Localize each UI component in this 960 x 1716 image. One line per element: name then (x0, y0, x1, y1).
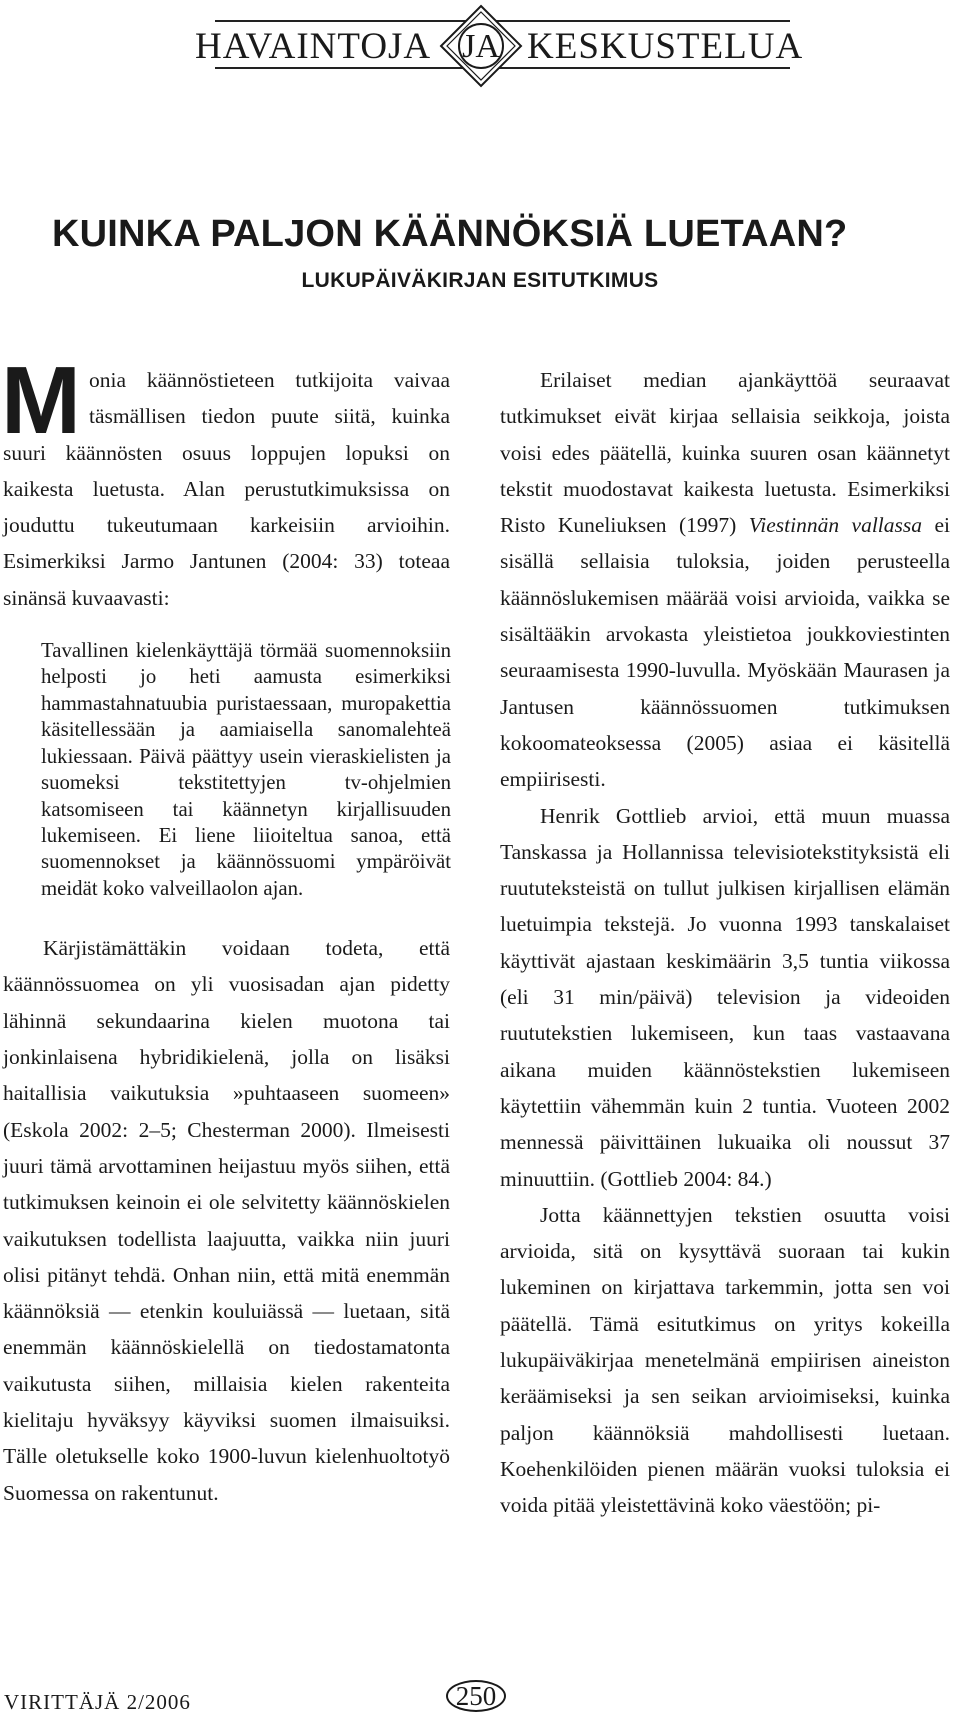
left-column (1, 347, 451, 1511)
right-p1-text-b: ei sisällä sellaisia tuloksia, joiden perusteella käännöslukemisen määrää voisi arvioida, vaikka se sisältääkin arvokasta yleistietoa joukkoviestinten seuraamisesta 1990-luvulla. Myöskään Maurasen ja Jantusen käännössuomen tutkimuksen kokoomateoksessa (2005) asiaa ei käsitellä empiirisesti. (500, 513, 950, 792)
drop-cap: M (1, 347, 81, 454)
article-title: KUINKA PALJON KÄÄNNÖKSIÄ LUETAAN? (52, 213, 848, 255)
right-paragraph-3: Jotta käännettyjen tekstien osuutta voisi arvioida, sitä on kysyttävä suoraan tai kukin lukeminen on kirjattava tarkemmin, jotta sen voi päätellä. Tämä esitutkimus on yritys kokeilla lukupäiväkirjaa menetelmänä empiirisen aineiston keräämiseksi ja sen seikan arvioimiseksi, kuinka paljon käännöksiä mahdollisesti luetaan. Koehenkilöiden pienen määrän vuoksi tuloksia ei voida pitää yleistettävinä koko väestöön; pi- (500, 1202, 950, 1518)
article-subtitle: LUKUPÄIVÄKIRJAN ESITUTKIMUS (301, 269, 659, 292)
right-column (500, 362, 950, 1524)
header-right-word: KESKUSTELUA (527, 26, 804, 67)
header-center-word: JA (462, 28, 500, 65)
journal-section-header (0, 0, 960, 110)
book-title-italic: Viestinnän vallassa (748, 513, 923, 538)
intro-paragraph (1, 347, 450, 616)
right-p1-text-a: Erilaiset median ajankäyttöä seuraavat tutkimukset eivät kirjaa sellaisia seikkoja, joista voisi edes päätellä, kuinka suuren osan käännetyt tekstit muodostavat kaikesta luetusta. Esimerkiksi Risto Kuneliuksen (1997) (500, 368, 950, 538)
intro-text: onia käännöstieteen tutkijoita vaivaa täsmällisen tiedon puute siitä, kuinka suuri käännösten osuus loppujen lopuksi on kaikesta luetusta. Alan perustutkimuksissa on jouduttu tukeutumaan karkeisiin arvioihin. Esimerkiksi Jarmo Jantunen (2004: 33) toteaa sinänsä kuvaavasti: (3, 368, 450, 610)
block-quote: Tavallinen kielenkäyttäjä törmää suomennoksiin helposti jo heti aamusta esimerkiksi hammastahnatuubia puristaessaan, muropakettia käsitellessään ja aamiaisella sanomalehteä lukiessaan. Päivä päättyy usein vieraskielisten ja suomeksi tekstitettyjen tv-ohjelmien katsomiseen tai käännetyn kirjallisuuden lukemiseen. Ei liene liioiteltua sanoa, että suomennokset ja käännössuomi ympäröivät meidät koko valveillaolon ajan. (41, 639, 451, 900)
right-paragraph-2: Henrik Gottlieb arvioi, että muun muassa Tanskassa ja Hollannissa televisiotekstityksistä eli ruututeksteistä on tullut julkisen kirjallisen elämän luetuimpia tekstejä. Jo vuonna 1993 tanskalaiset käyttivät ajastaan keskimäärin 3,5 tuntia viikossa (eli 31 min/päivä) television ja videoiden ruututekstien lukemiseen, kun taas vastaavana aikana muiden käännöstekstien lukemiseen käytettiin vähemmän kuin 2 tuntia. Vuoteen 2002 mennessä päivittäinen lukuaika oli noussut 37 minuuttiin. (Gottlieb 2004: 84.) (500, 803, 950, 1191)
right-paragraph-1 (500, 362, 950, 798)
journal-issue-label: VIRITTÄJÄ 2/2006 (4, 1690, 191, 1714)
left-paragraph-2: Kärjistämättäkin voidaan todeta, että käännössuomea on yli vuosisadan ajan pidetty lähinnä sekundaarina kielen muotona tai jonkinlaisena hybridikielenä, jolla on lisäksi haitallisia vaikutuksia »puhtaaseen suomeen» (Eskola 2002: 2–5; Chesterman 2000). Ilmeisesti juuri tämä arvottaminen heijastuu myös siihen, että tutkimuksen keinoin ei ole selvitetty käännöskielen vaikutuksen todellista laajuutta, vaikka niin juuri olisi pitänyt tehdä. Onhan niin, että mitä enemmän käännöksiä — etenkin kouluiässä — luetaan, sitä enemmän käännöskielellä on tiedostamatonta vaikutusta siihen, millaisia kielen rakenteita kielitaju hyväksyy käyviksi suomen ilmaisuiksi. Tälle oletukselle koko 1900-luvun kielenhuoltotyö Suomessa on rakentunut. (3, 936, 450, 1505)
page-number: 250 (455, 1681, 497, 1711)
header-left-word: HAVAINTOJA (195, 26, 432, 67)
